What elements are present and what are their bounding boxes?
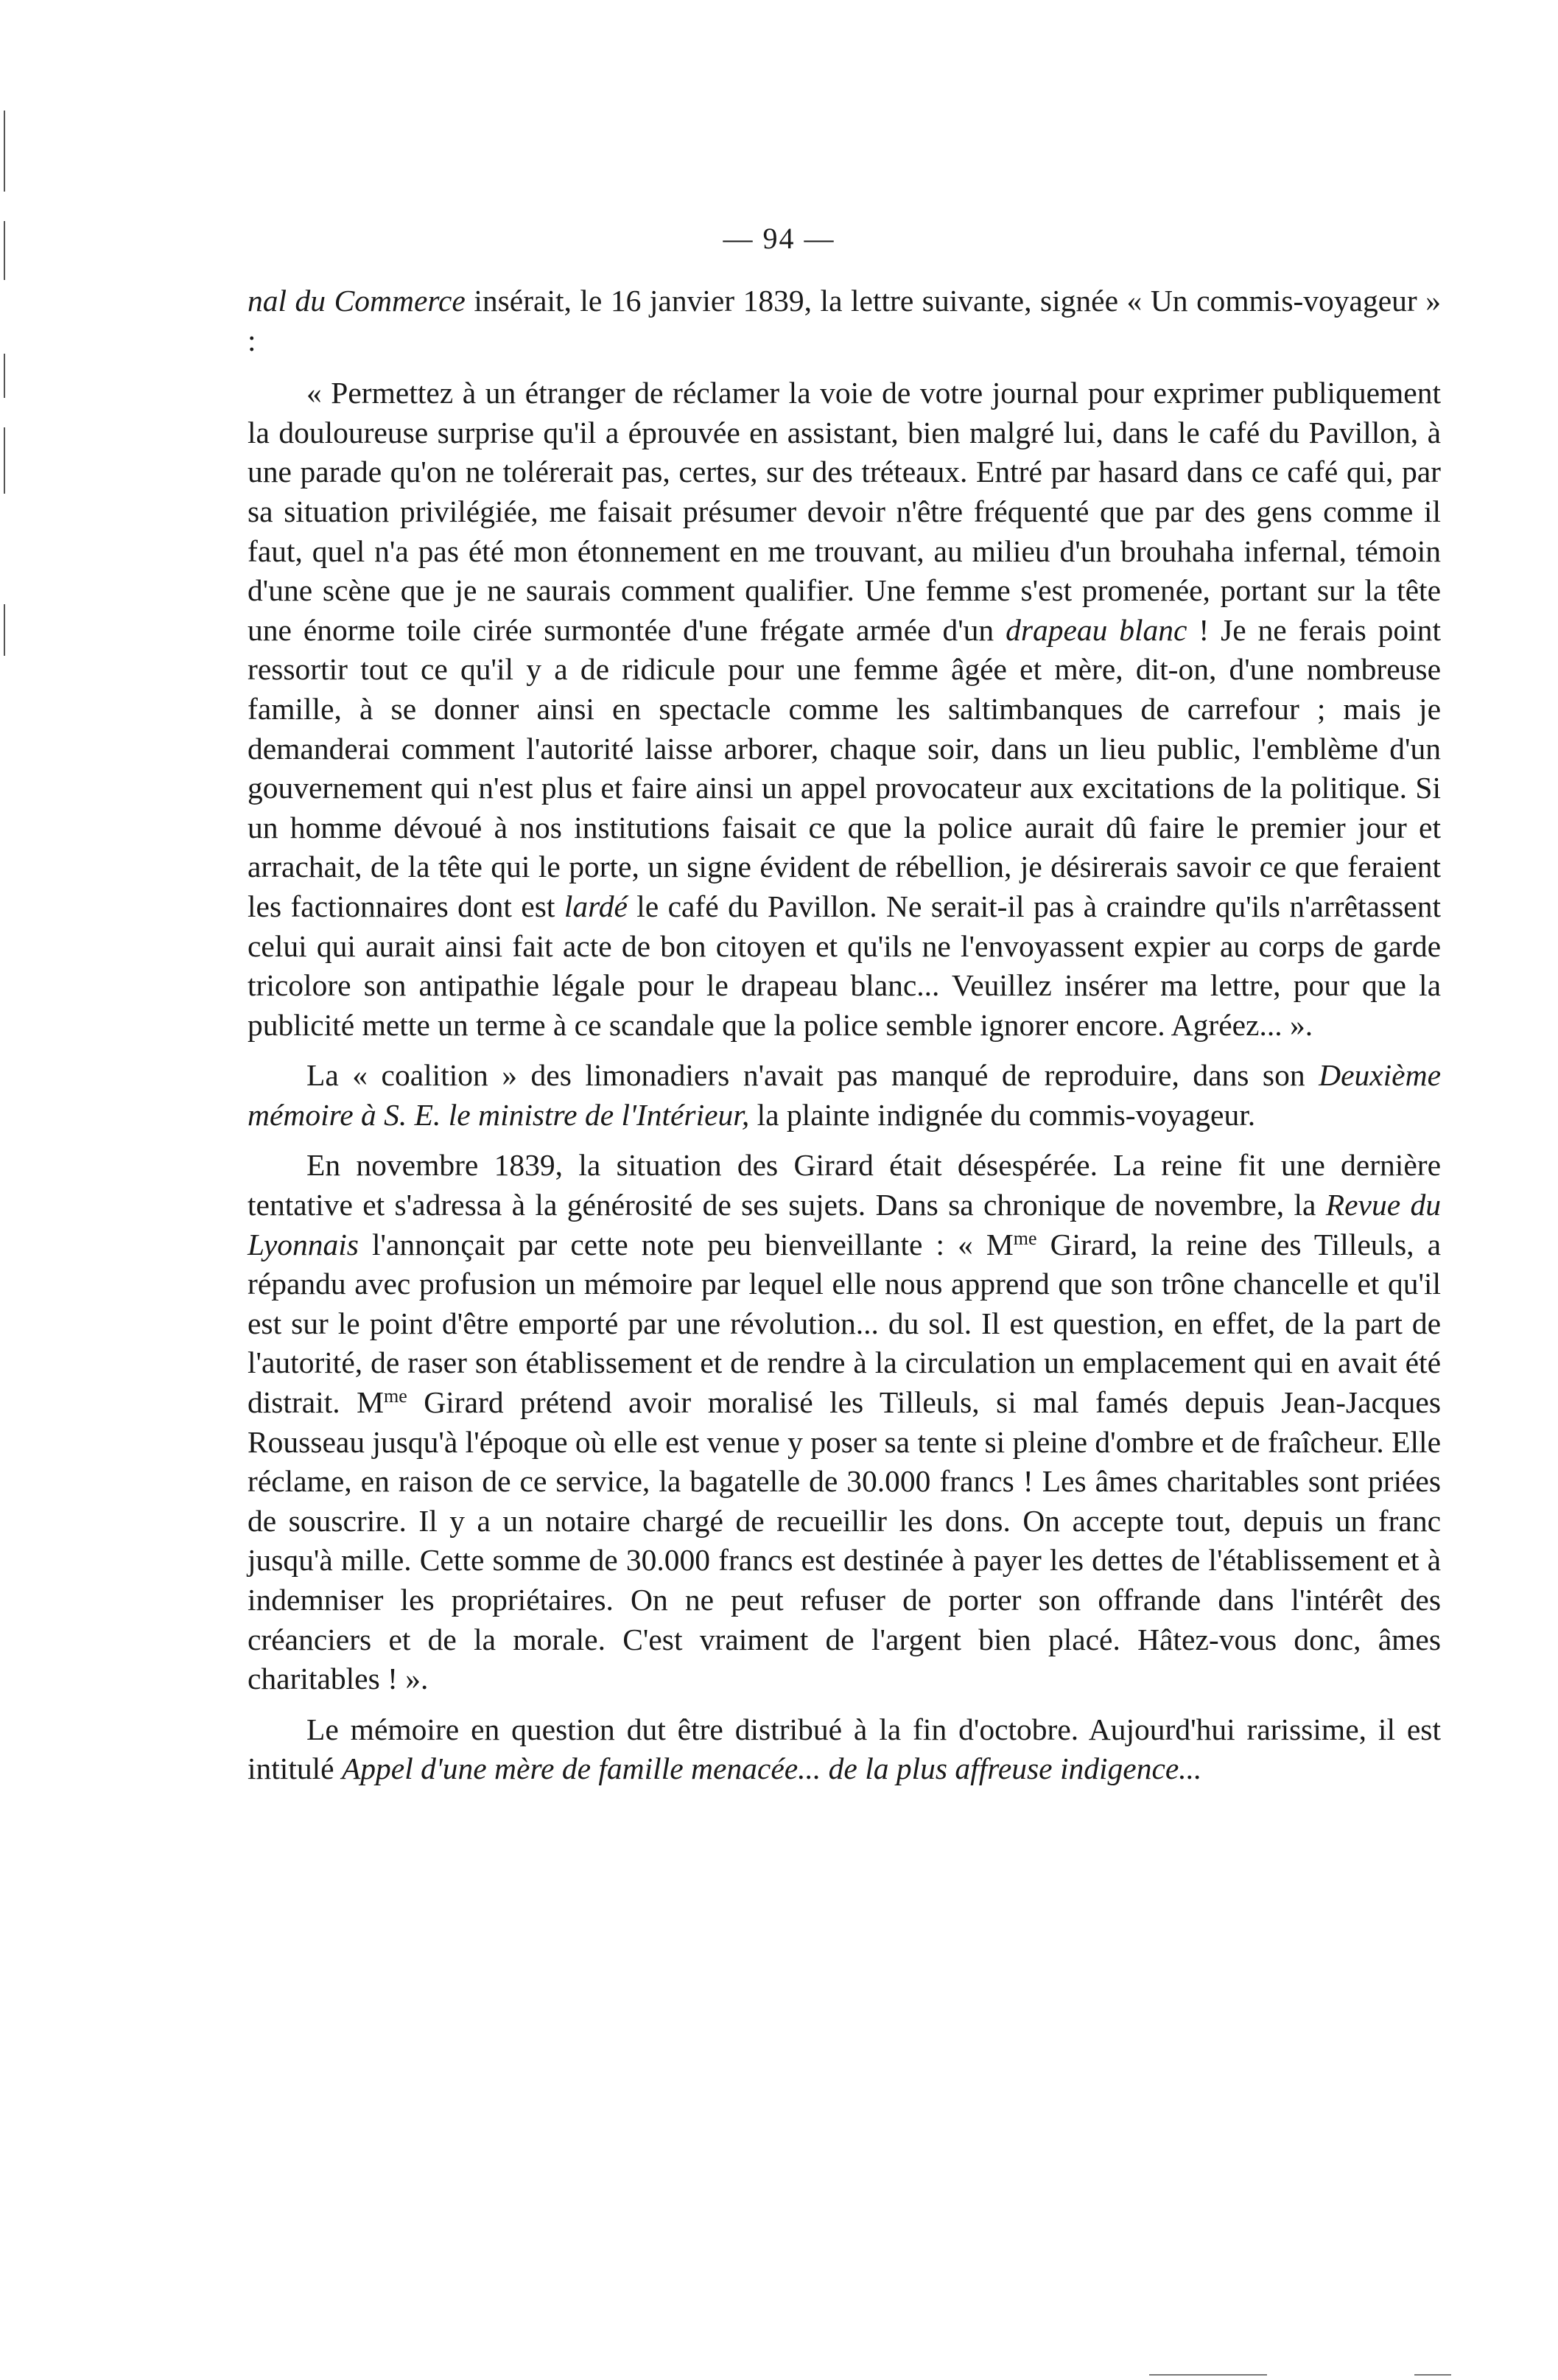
text-run: « Permettez à un étranger de réclamer la voie de votre journal pour exprimer publiquement la douloureuse surprise qu'il a éprouvée en assistant, bien malgré lui, dans le café du Pavillon, à une parade qu'on ne tolérerait pas, certes, sur des tréteaux. Entré par hasard dans ce café qui, par sa situation privilégiée, me faisait présumer devoir n'être fréquenté que par des gens comme il faut, quel n'a pas été mon étonnement en me trouvant, au milieu d'un brouhaha infernal, témoin d'une scène que je ne saurais comment qualifier. Une femme s'est promenée, portant sur la tête une énorme toile cirée surmontée d'une frégate armée d'un <box>248 376 1441 647</box>
text-run: insérait, le 16 janvier 1839, la lettre suivante, signée « Un commis-voyageur » : <box>248 284 1441 357</box>
superscript: me <box>384 1385 407 1407</box>
paragraph <box>248 1056 1441 1135</box>
page-number: — 94 — <box>723 222 835 255</box>
paragraph <box>248 1710 1441 1789</box>
scan-artifact <box>4 604 5 656</box>
italic-title: Revue du Lyonnais <box>248 1188 1441 1261</box>
italic-emphasis: drapeau blanc <box>1006 612 1187 647</box>
text-run: le café du Pavillon. Ne serait-il pas à craindre qu'ils n'arrêtassent celui qui aurait ainsi fait acte de bon citoyen et qu'ils ne l'envoyassent expier au corps de garde tricolore son antipathie légale pour le drapeau blanc... Veuillez insérer ma lettre, pour que la publicité mette un terme à ce scandale que la police semble ignorer encore. Agréez... ». <box>248 889 1441 1042</box>
italic-title: Appel d'une mère de famille menacée... de la plus affreuse indigence... <box>341 1751 1202 1786</box>
scan-artifact <box>4 354 5 398</box>
text-run: la plainte indignée du commis-voyageur. <box>749 1097 1256 1132</box>
paragraph <box>248 1146 1441 1698</box>
scan-artifact <box>4 427 5 494</box>
text-run: l'annonçait par cette note peu bienveillante : « M <box>358 1227 1014 1261</box>
superscript: me <box>1013 1227 1037 1249</box>
text-run: ! Je ne ferais point ressortir tout ce qu'il y a de ridicule pour une femme âgée et mère, dit-on, d'une nombreuse famille, à se donner ainsi en spectacle comme les saltimbanques de carrefour ; mais je demanderai comment l'autorité laisse arborer, chaque soir, dans un lieu public, l'emblème d'un gouvernement qui n'est plus et faire ainsi un appel provocateur aux excitations de la politique. Si un homme dévoué à nos institutions faisait ce que la police aurait dû faire le premier jour et arrachait, de la tête qui le porte, un signe évident de rébellion, je désirerais savoir ce que feraient les factionnaires dont est <box>248 612 1441 923</box>
italic-emphasis: lardé <box>564 889 628 923</box>
scan-artifact <box>1414 2374 1451 2376</box>
body-text <box>248 281 1441 1800</box>
italic-title: Deuxième mémoire à S. E. le ministre de l'Intérieur, <box>248 1058 1441 1132</box>
text-run: La « coalition » des limonadiers n'avait pas manqué de reproduire, dans son <box>306 1058 1319 1093</box>
italic-title: nal du Commerce <box>248 284 466 318</box>
text-run: En novembre 1839, la situation des Girard était désespérée. La reine fit une dernière tentative et s'adressa à la générosité de ses sujets. Dans sa chronique de novembre, la <box>248 1148 1441 1222</box>
paragraph <box>248 281 1441 360</box>
text-run: Le mémoire en question dut être distribué à la fin d'octobre. Aujourd'hui rarissime, il est intitulé <box>248 1712 1441 1786</box>
quoted-letter <box>248 374 1441 1045</box>
scan-artifact <box>1149 2374 1267 2376</box>
text-run: Girard, la reine des Tilleuls, a répandu avec profusion un mémoire par lequel elle nous apprend que son trône chancelle et qu'il est sur le point d'être emporté par une révolution... du sol. Il est question, en effet, de la part de l'autorité, de raser son établissement et de rendre à la circulation un emplacement qui en avait été distrait. M <box>248 1227 1441 1420</box>
scan-artifact <box>4 111 5 192</box>
text-run: Girard prétend avoir moralisé les Tilleuls, si mal famés depuis Jean-Jacques Rousseau jusqu'à l'époque où elle est venue y poser sa tente si pleine d'ombre et de fraîcheur. Elle réclame, en raison de ce service, la bagatelle de 30.000 francs ! Les âmes charitables sont priées de souscrire. Il y a un notaire chargé de recueillir les dons. On accepte tout, depuis un franc jusqu'à mille. Cette somme de 30.000 francs est destinée à payer les dettes de l'établissement et à indemniser les propriétaires. On ne peut refuser de porter son offrande dans l'intérêt des créanciers et de la morale. C'est vraiment de l'argent bien placé. Hâtez-vous donc, âmes charitables ! ». <box>248 1385 1441 1696</box>
